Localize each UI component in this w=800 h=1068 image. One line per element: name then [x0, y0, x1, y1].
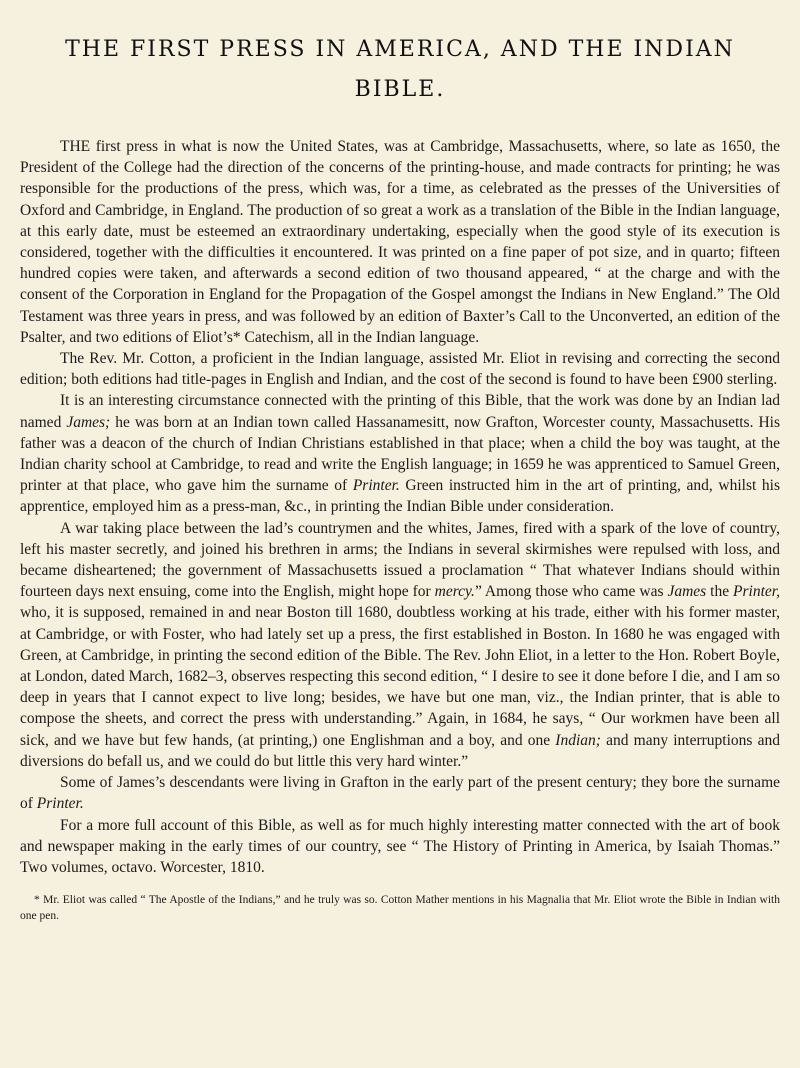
- text-run: Some of James’s descendants were living in Grafton in the early part of the present century; they bore the surname of: [20, 774, 780, 813]
- paragraph-5: [20, 772, 780, 814]
- text-run: the: [706, 583, 734, 601]
- footnote: * Mr. Eliot was called “ The Apostle of the Indians,” and he truly was so. Cotton Mather mentions in his Magnalia that Mr. Eliot wrote the Bible in Indian with one pen.: [20, 894, 780, 923]
- italic-text-run: James: [667, 583, 707, 601]
- paragraph-3: [20, 390, 780, 517]
- text-run: Green instructed him in the art of printing, and, whilst his apprentice, employed him as a press-man, &c., in printing the Indian Bible under consideration.: [20, 477, 780, 516]
- text-run: It is an interesting circumstance connected with the printing of this Bible, that the work was done by an Indian lad named: [20, 392, 780, 431]
- text-run: For a more full account of this Bible, as well as for much highly interesting matter connected with the art of book and newspaper making in the early times of our country, see “ The History of Printing in America, by Isaiah Thomas.” Two volumes, octavo. Worcester, 1810.: [20, 816, 780, 876]
- italic-text-run: Indian;: [555, 731, 601, 749]
- document-title: THE FIRST PRESS IN AMERICA, AND THE INDIAN BIBLE.: [65, 37, 735, 102]
- text-run: who, it is supposed, remained in and near Boston till 1680, doubtless working at his trade, either with his former master, at Cambridge, or with Foster, who had lately set up a press, the first established in Boston. In 1680 he was engaged with Green, at Cambridge, in printing the second edition of the Bible. The Rev. John Eliot, in a letter to the Hon. Robert Boyle, at London, dated March, 1682–3, observes respecting this second edition, “ I desire to see it done before I die, and I am so deep in years that I cannot expect to live long; besides, we have but one man, viz., the Indian printer, that is able to compose the sheets, and correct the press with understanding.” Again, in 1684, he says, “ Our workmen have been all sick, and we have but few hands, (at printing,) one Englishman and a boy, and one: [20, 604, 780, 749]
- document-body: [20, 136, 780, 878]
- text-run: THE first press in what is now the United States, was at Cambridge, Massachusetts, where, so late as 1650, the President of the College had the direction of the concerns of the printing-house, and made contracts for printing; he was responsible for the productions of the press, which was, for a time, as celebrated as the presses of the Universities of Oxford and Cambridge, in England. The production of so great a work as a translation of the Bible in the Indian language, at this early date, must be esteemed an extraordinary undertaking, especially when the good style of its execution is considered, together with the difficulties it encountered. It was printed on a fine paper of pot size, and in quarto; fifteen hundred copies were taken, and afterwards a second edition of two thousand appeared, “ at the charge and with the consent of the Corporation in England for the Propagation of the Gospel amongst the Indians in New England.” The Old Testament was three years in press, and was followed by an edition of Baxter’s Call to the Unconverted, an edition of the Psalter, and two editions of Eliot’s* Catechism, all in the Indian language.: [20, 138, 780, 346]
- paragraph-6: [20, 815, 780, 879]
- italic-text-run: mercy.: [434, 583, 475, 601]
- text-run: A war taking place between the lad’s countrymen and the whites, James, fired with a spark of the love of country, left his master secretly, and joined his brethren in arms; the Indians in several skirmishes were repulsed with loss, and became disheartened; the government of Massachusetts issued a proclamation “ That whatever Indians should within fourteen days next ensuing, come into the English, might hope for: [20, 519, 780, 601]
- paragraph-1: [20, 136, 780, 348]
- text-run: ” Among those who came was: [474, 583, 668, 601]
- italic-text-run: Printer,: [733, 583, 780, 601]
- text-run: and many interruptions and diversions do befall us, and we could do but little this very hard winter.”: [20, 731, 780, 770]
- text-run: The Rev. Mr. Cotton, a proficient in the Indian language, assisted Mr. Eliot in revising and correcting the second edition; both editions had title-pages in English and Indian, and the cost of the second is found to have been £900 sterling.: [20, 350, 780, 389]
- paragraph-4: [20, 518, 780, 772]
- italic-text-run: Printer.: [36, 795, 84, 813]
- paragraph-2: [20, 348, 780, 390]
- document-page: [20, 30, 780, 1060]
- text-run: he was born at an Indian town called Hassanamesitt, now Grafton, Worcester county, Massachusetts. His father was a deacon of the church of Indian Christians established in that place; when a child the boy was taught, at the Indian charity school at Cambridge, to read and write the English language; in 1659 he was apprenticed to Samuel Green, printer at that place, who gave him the surname of: [20, 413, 780, 495]
- italic-text-run: Printer.: [352, 477, 400, 495]
- italic-text-run: James;: [66, 413, 111, 431]
